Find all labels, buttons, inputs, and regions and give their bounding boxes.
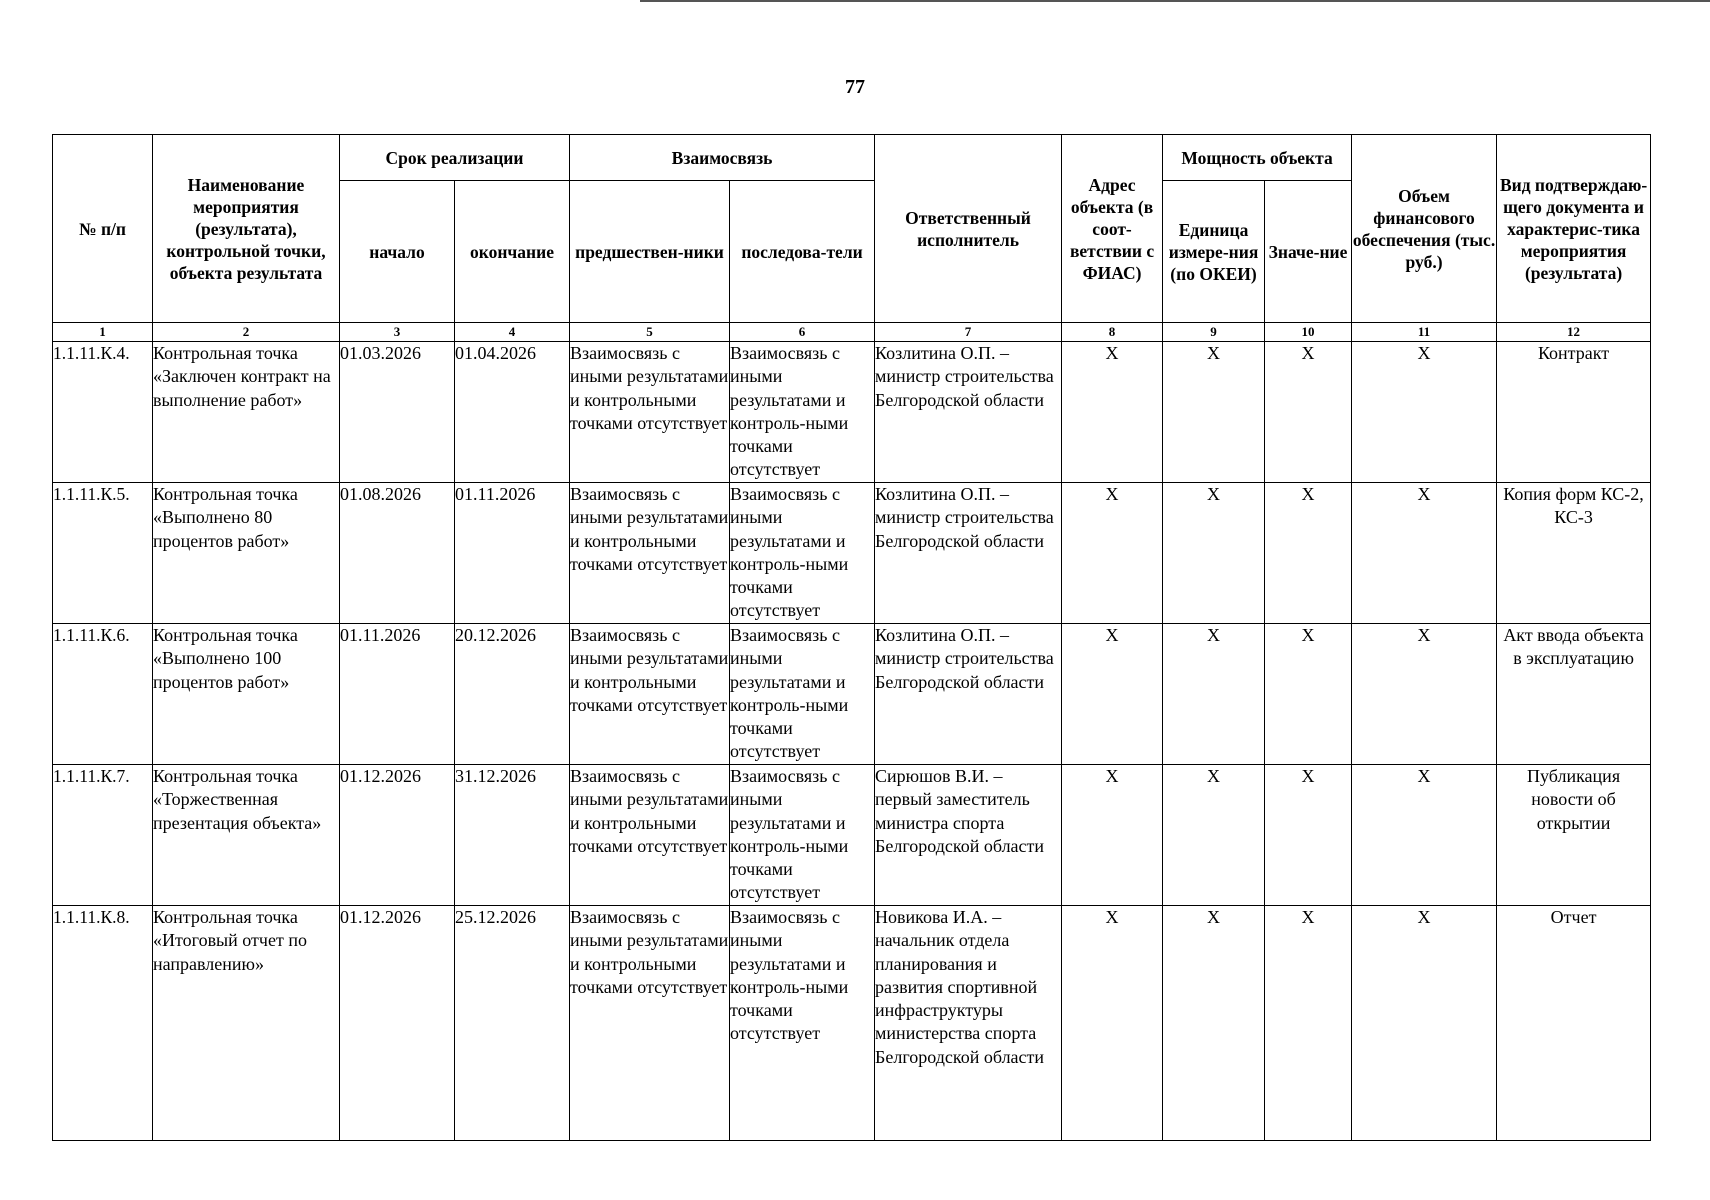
row-name: Контрольная точка «Выполнено 80 процентов работ» <box>153 483 340 624</box>
row-value: X <box>1265 765 1352 906</box>
table-row <box>53 906 1651 1141</box>
row-doc-type: Отчет <box>1497 906 1651 1141</box>
row-id: 1.1.11.К.4. <box>53 342 153 483</box>
column-number: 3 <box>340 323 455 342</box>
header-successors: последова-тели <box>730 181 875 323</box>
header-period: Срок реализации <box>340 135 570 181</box>
row-name: Контрольная точка «Итоговый отчет по направлению» <box>153 906 340 1141</box>
row-value: X <box>1265 483 1352 624</box>
row-id: 1.1.11.К.7. <box>53 765 153 906</box>
header-name: Наименование мероприятия (результата), контрольной точки, объекта результата <box>153 135 340 323</box>
header-doc-type: Вид подтверждаю-щего документа и характерис-тика мероприятия (результата) <box>1497 135 1651 323</box>
table-row <box>53 624 1651 765</box>
column-number: 7 <box>875 323 1062 342</box>
table-row <box>53 342 1651 483</box>
header-relation: Взаимосвязь <box>570 135 875 181</box>
row-id: 1.1.11.К.5. <box>53 483 153 624</box>
header-unit: Единица измере-ния (по ОКЕИ) <box>1163 181 1265 323</box>
row-finance: X <box>1352 342 1497 483</box>
row-start-date: 01.12.2026 <box>340 765 455 906</box>
row-successors: Взаимосвязь с иными результатами и контроль-ными точками отсутствует <box>730 342 875 483</box>
row-id: 1.1.11.К.8. <box>53 906 153 1141</box>
header-predecessors: предшествен-ники <box>570 181 730 323</box>
row-finance: X <box>1352 906 1497 1141</box>
row-unit: X <box>1163 765 1265 906</box>
row-unit: X <box>1163 906 1265 1141</box>
header-address: Адрес объекта (в соот-ветствии с ФИАС) <box>1062 135 1163 323</box>
row-end-date: 01.04.2026 <box>455 342 570 483</box>
row-finance: X <box>1352 483 1497 624</box>
row-responsible: Сирюшов В.И. – первый заместитель министра спорта Белгородской области <box>875 765 1062 906</box>
row-successors: Взаимосвязь с иными результатами и контроль-ными точками отсутствует <box>730 765 875 906</box>
row-successors: Взаимосвязь с иными результатами и контроль-ными точками отсутствует <box>730 483 875 624</box>
row-unit: X <box>1163 483 1265 624</box>
row-start-date: 01.11.2026 <box>340 624 455 765</box>
row-doc-type: Копия форм КС-2, КС-3 <box>1497 483 1651 624</box>
row-responsible: Козлитина О.П. – министр строительства Белгородской области <box>875 483 1062 624</box>
row-address: X <box>1062 624 1163 765</box>
column-number: 12 <box>1497 323 1651 342</box>
row-address: X <box>1062 483 1163 624</box>
table-row <box>53 483 1651 624</box>
row-end-date: 20.12.2026 <box>455 624 570 765</box>
column-number: 5 <box>570 323 730 342</box>
row-name: Контрольная точка «Заключен контракт на выполнение работ» <box>153 342 340 483</box>
column-number: 4 <box>455 323 570 342</box>
row-address: X <box>1062 342 1163 483</box>
row-start-date: 01.03.2026 <box>340 342 455 483</box>
column-number: 10 <box>1265 323 1352 342</box>
row-successors: Взаимосвязь с иными результатами и контроль-ными точками отсутствует <box>730 906 875 1141</box>
row-id: 1.1.11.К.6. <box>53 624 153 765</box>
header-capacity: Мощность объекта <box>1163 135 1352 181</box>
row-unit: X <box>1163 342 1265 483</box>
scan-top-edge-line <box>640 0 1710 2</box>
row-predecessors: Взаимосвязь с иными результатами и контрольными точками отсутствует <box>570 342 730 483</box>
row-name: Контрольная точка «Торжественная презентация объекта» <box>153 765 340 906</box>
row-successors: Взаимосвязь с иными результатами и контроль-ными точками отсутствует <box>730 624 875 765</box>
column-number: 9 <box>1163 323 1265 342</box>
header-num: № п/п <box>53 135 153 323</box>
row-predecessors: Взаимосвязь с иными результатами и контрольными точками отсутствует <box>570 624 730 765</box>
row-responsible: Новикова И.А. – начальник отдела планирования и развития спортивной инфраструктуры министерства спорта Белгородской области <box>875 906 1062 1141</box>
column-number: 1 <box>53 323 153 342</box>
header-start: начало <box>340 181 455 323</box>
row-address: X <box>1062 906 1163 1141</box>
row-end-date: 25.12.2026 <box>455 906 570 1141</box>
row-unit: X <box>1163 624 1265 765</box>
row-start-date: 01.08.2026 <box>340 483 455 624</box>
row-finance: X <box>1352 624 1497 765</box>
plan-table <box>52 134 1651 1141</box>
table-row <box>53 765 1651 906</box>
row-finance: X <box>1352 765 1497 906</box>
row-start-date: 01.12.2026 <box>340 906 455 1141</box>
row-value: X <box>1265 342 1352 483</box>
row-value: X <box>1265 906 1352 1141</box>
column-number: 2 <box>153 323 340 342</box>
row-doc-type: Акт ввода объекта в эксплуатацию <box>1497 624 1651 765</box>
row-doc-type: Контракт <box>1497 342 1651 483</box>
row-predecessors: Взаимосвязь с иными результатами и контрольными точками отсутствует <box>570 765 730 906</box>
column-number: 11 <box>1352 323 1497 342</box>
row-end-date: 31.12.2026 <box>455 765 570 906</box>
header-end: окончание <box>455 181 570 323</box>
row-name: Контрольная точка «Выполнено 100 процентов работ» <box>153 624 340 765</box>
row-predecessors: Взаимосвязь с иными результатами и контрольными точками отсутствует <box>570 906 730 1141</box>
row-address: X <box>1062 765 1163 906</box>
column-number: 6 <box>730 323 875 342</box>
column-number: 8 <box>1062 323 1163 342</box>
column-number-row <box>53 323 1651 342</box>
header-finance: Объем финансового обеспечения (тыс. руб.) <box>1352 135 1497 323</box>
row-end-date: 01.11.2026 <box>455 483 570 624</box>
row-doc-type: Публикация новости об открытии <box>1497 765 1651 906</box>
row-responsible: Козлитина О.П. – министр строительства Белгородской области <box>875 342 1062 483</box>
row-predecessors: Взаимосвязь с иными результатами и контрольными точками отсутствует <box>570 483 730 624</box>
row-value: X <box>1265 624 1352 765</box>
row-responsible: Козлитина О.П. – министр строительства Белгородской области <box>875 624 1062 765</box>
header-value: Значе-ние <box>1265 181 1352 323</box>
page-number: 77 <box>845 76 865 98</box>
header-responsible: Ответственный исполнитель <box>875 135 1062 323</box>
